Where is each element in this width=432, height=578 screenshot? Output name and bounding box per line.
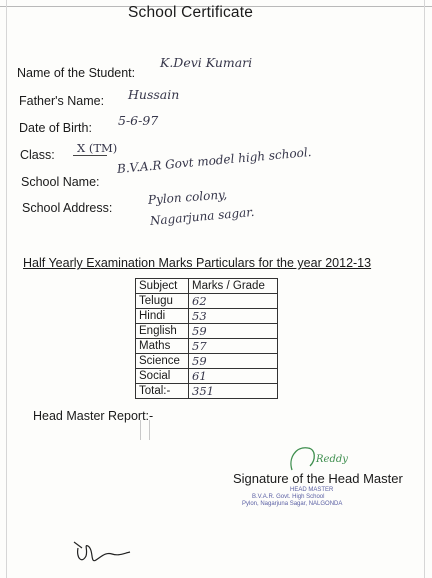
marks-cell: 62 xyxy=(189,294,278,309)
subject-cell: Hindi xyxy=(136,309,189,324)
signature-label: Signature of the Head Master xyxy=(233,471,403,486)
subject-cell: Science xyxy=(136,354,189,369)
school-address-line2: Nagarjuna sagar. xyxy=(149,204,255,228)
scan-edge-right xyxy=(424,0,425,578)
marks-cell: 59 xyxy=(189,324,278,339)
table-row xyxy=(136,324,278,339)
school-name-label: School Name: xyxy=(21,175,100,189)
subject-cell: Telugu xyxy=(136,294,189,309)
signature-text: Reddy xyxy=(316,454,348,465)
class-underline xyxy=(73,142,107,156)
total-value-cell: 351 xyxy=(189,384,278,399)
marks-table xyxy=(135,278,278,399)
total-label-cell: Total:- xyxy=(136,384,189,399)
marks-section-heading: Half Yearly Examination Marks Particulars for the year 2012-13 xyxy=(23,256,372,270)
marks-table-header-row xyxy=(136,279,278,294)
school-address-label: School Address: xyxy=(22,201,113,215)
corner-scribble-signature xyxy=(72,534,142,570)
header-marks: Marks / Grade xyxy=(189,279,278,294)
stamp-line1: HEAD MASTER xyxy=(290,487,334,493)
head-master-report-label: Head Master Report:- xyxy=(33,409,154,423)
table-row xyxy=(136,369,278,384)
marks-cell: 59 xyxy=(189,354,278,369)
school-address-line1: Pylon colony, xyxy=(147,187,228,207)
dob-value: 5-6-97 xyxy=(118,113,159,128)
father-name-label: Father's Name: xyxy=(19,94,105,108)
student-name-value: K.Devi Kumari xyxy=(160,55,253,70)
marks-cell: 57 xyxy=(189,339,278,354)
class-label: Class: xyxy=(20,148,55,162)
marks-cell: 61 xyxy=(189,369,278,384)
table-row xyxy=(136,339,278,354)
class-value: X (TM) xyxy=(77,141,118,155)
school-name-value: B.V.A.R Govt model high school. xyxy=(116,145,312,176)
father-name-value: Hussain xyxy=(128,87,180,102)
subject-cell: English xyxy=(136,324,189,339)
stamp-line3: Pylon, Nagarjuna Sagar, NALGONDA xyxy=(242,501,343,507)
student-name-label: Name of the Student: xyxy=(17,66,136,80)
scan-edge-left xyxy=(6,0,7,578)
table-row-total xyxy=(136,384,278,399)
table-row xyxy=(136,294,278,309)
dob-label: Date of Birth: xyxy=(19,121,92,135)
marks-cell: 53 xyxy=(189,309,278,324)
header-subject: Subject xyxy=(136,279,189,294)
faint-scan-marks xyxy=(140,420,150,440)
school-stamp xyxy=(242,487,412,515)
subject-cell: Maths xyxy=(136,339,189,354)
stamp-line2: B.V.A.R. Govt. High School xyxy=(252,494,325,500)
table-row xyxy=(136,309,278,324)
subject-cell: Social xyxy=(136,369,189,384)
table-row xyxy=(136,354,278,369)
certificate-title: School Certificate xyxy=(128,4,254,21)
